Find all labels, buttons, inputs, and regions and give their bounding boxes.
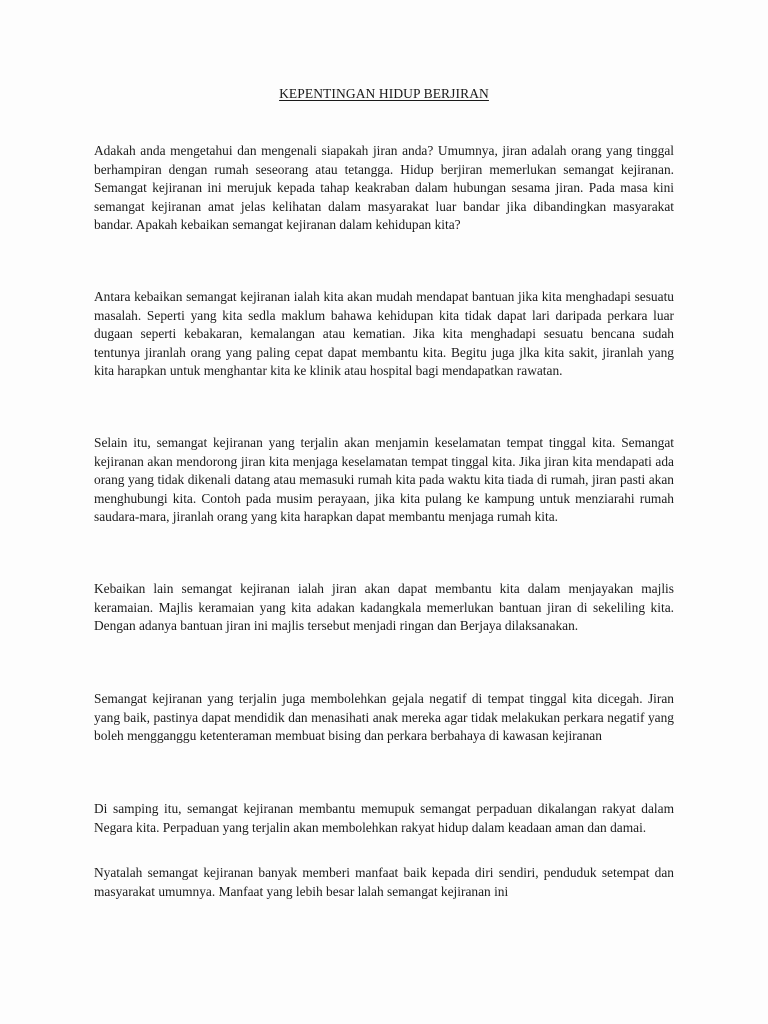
paragraph-gejala-negatif: Semangat kejiranan yang terjalin juga membolehkan gejala negatif di tempat tinggal kita dicegah. Jiran yang baik, pastinya dapat mendidik dan menasihati anak mereka agar tidak melakukan perkara negatif yang boleh mengganggu ketenteraman membuat bising dan perkara berbahaya di kawasan kejiranan [94,691,674,744]
paragraph-conclusion: Nyatalah semangat kejiranan banyak memberi manfaat baik kepada diri sendiri, penduduk setempat dan masyarakat umumnya. Manfaat yang lebih besar lalah semangat kejiranan ini [94,865,674,899]
paragraph-introduction: Adakah anda mengetahui dan mengenali siapakah jiran anda? Umumnya, jiran adalah orang yang tinggal berhampiran dengan rumah seseorang atau tetangga. Hidup berjiran memerlukan semangat kejiranan. Semangat kejiranan ini merujuk kepada tahap keakraban dalam hubungan sesama jiran. Pada masa kini semangat kejiranan amat jelas kelihatan dalam masyarakat luar bandar jika dibandingkan masyarakat bandar. Apakah kebaikan semangat kejiranan dalam kehidupan kita? [94,143,674,233]
paragraph-mudah-mendapat-bantuan: Antara kebaikan semangat kejiranan ialah kita akan mudah mendapat bantuan jika kita menghadapi sesuatu masalah. Seperti yang kita sedla maklum bahawa kehidupan kita tidak dapat lari daripada perkara luar dugaan seperti kebakaran, kemalangan atau kematian. Jika kita menghadapi sesuatu bencana sudah tentunya jiranlah orang yang paling cepat dapat membantu kita. Begitu juga jlka kita sakit, jiranlah yang kita harapkan untuk menghantar kita ke klinik atau hospital bagi mendapatkan rawatan. [94,289,674,379]
document-title: KEPENTINGAN HIDUP BERJIRAN [279,86,489,101]
paragraph-keselamatan-tempat-tinggal: Selain itu, semangat kejiranan yang terjalin akan menjamin keselamatan tempat tinggal kita. Semangat kejiranan akan mendorong jiran kita menjaga keselamatan tempat tinggal kita. Jika jiran kita mendapati ada orang yang tidak dikenali datang atau memasuki rumah kita pada waktu kita tiada di rumah, jiran pasti akan menghubungi kita. Contoh pada musim perayaan, jika kita pulang ke kampung untuk menziarahi rumah saudara-mara, jiranlah orang yang kita harapkan dapat membantu menjaga rumah kita. [94,435,674,525]
paragraph-majlis-keramaian: Kebaikan lain semangat kejiranan ialah jiran akan dapat membantu kita dalam menjayakan majlis keramaian. Majlis keramaian yang kita adakan kadangkala memerlukan bantuan jiran di sekeliling kita. Dengan adanya bantuan jiran ini majlis tersebut menjadi ringan dan Berjaya dilaksanakan. [94,581,674,634]
paragraph-perpaduan: Di samping itu, semangat kejiranan membantu memupuk semangat perpaduan dikalangan rakyat dalam Negara kita. Perpaduan yang terjalin akan membolehkan rakyat hidup dalam keadaan aman dan damai. [94,801,674,835]
